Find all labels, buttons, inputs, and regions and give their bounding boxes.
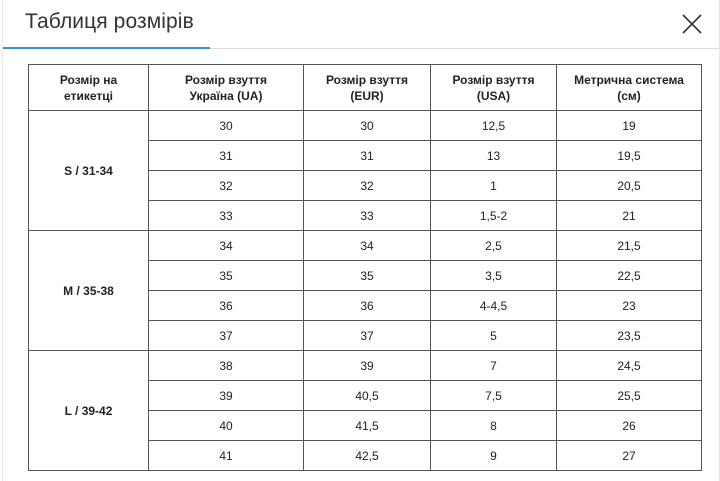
cell-usa: 13 — [431, 141, 557, 171]
cell-ua: 35 — [149, 261, 304, 291]
cell-ua: 36 — [149, 291, 304, 321]
cell-cm: 27 — [557, 441, 702, 471]
cell-usa: 8 — [431, 411, 557, 441]
table-body — [29, 111, 702, 471]
cell-cm: 22,5 — [557, 261, 702, 291]
cell-ua: 32 — [149, 171, 304, 201]
cell-ua: 41 — [149, 441, 304, 471]
cell-cm: 23 — [557, 291, 702, 321]
cell-ua: 34 — [149, 231, 304, 261]
size-chart-modal — [2, 0, 720, 481]
header-line: Україна (UA) — [189, 88, 263, 103]
cell-cm: 26 — [557, 411, 702, 441]
cell-usa: 3,5 — [431, 261, 557, 291]
cell-eur: 37 — [304, 321, 431, 351]
header-line: Розмір взуття — [325, 72, 409, 87]
cell-cm: 25,5 — [557, 381, 702, 411]
cell-ua: 37 — [149, 321, 304, 351]
header-ua-size — [149, 65, 304, 111]
header-line: Метрична система — [574, 72, 684, 87]
table-header-row — [29, 65, 702, 111]
header-line: етикетці — [64, 88, 113, 103]
header-line: (см) — [617, 88, 641, 103]
table-row — [29, 231, 702, 261]
header-line: Розмір на — [59, 72, 118, 87]
table-row — [29, 111, 702, 141]
cell-usa: 12,5 — [431, 111, 557, 141]
cell-eur: 42,5 — [304, 441, 431, 471]
cell-eur: 41,5 — [304, 411, 431, 441]
size-label-cell: M / 35-38 — [29, 231, 149, 351]
cell-usa: 7,5 — [431, 381, 557, 411]
cell-cm: 24,5 — [557, 351, 702, 381]
cell-usa: 1 — [431, 171, 557, 201]
cell-ua: 33 — [149, 201, 304, 231]
cell-usa: 9 — [431, 441, 557, 471]
close-icon[interactable] — [679, 11, 705, 37]
cell-eur: 36 — [304, 291, 431, 321]
header-line: Розмір взуття — [184, 72, 268, 87]
cell-cm: 21 — [557, 201, 702, 231]
cell-eur: 34 — [304, 231, 431, 261]
close-button[interactable] — [679, 11, 705, 37]
cell-eur: 31 — [304, 141, 431, 171]
header-metric-size — [557, 65, 702, 111]
modal-title: Таблиця розмірів — [25, 10, 194, 33]
title-underline — [3, 47, 210, 49]
cell-eur: 30 — [304, 111, 431, 141]
header-usa-size — [431, 65, 557, 111]
cell-eur: 33 — [304, 201, 431, 231]
cell-eur: 39 — [304, 351, 431, 381]
cell-cm: 19,5 — [557, 141, 702, 171]
header-eur-size — [304, 65, 431, 111]
header-label-size — [29, 65, 149, 111]
cell-ua: 38 — [149, 351, 304, 381]
size-label-cell: S / 31-34 — [29, 111, 149, 231]
cell-cm: 23,5 — [557, 321, 702, 351]
cell-cm: 20,5 — [557, 171, 702, 201]
cell-eur: 40,5 — [304, 381, 431, 411]
cell-ua: 30 — [149, 111, 304, 141]
cell-cm: 21,5 — [557, 231, 702, 261]
size-label-cell: L / 39-42 — [29, 351, 149, 471]
table-row — [29, 351, 702, 381]
cell-cm: 19 — [557, 111, 702, 141]
cell-usa: 5 — [431, 321, 557, 351]
cell-ua: 40 — [149, 411, 304, 441]
modal-header — [3, 0, 719, 49]
cell-usa: 1,5-2 — [431, 201, 557, 231]
cell-usa: 2,5 — [431, 231, 557, 261]
size-table — [28, 64, 702, 471]
header-line: (USA) — [476, 88, 511, 103]
header-line: (EUR) — [350, 88, 384, 103]
cell-eur: 35 — [304, 261, 431, 291]
cell-eur: 32 — [304, 171, 431, 201]
header-line: Розмір взуття — [452, 72, 535, 87]
cell-usa: 4-4,5 — [431, 291, 557, 321]
cell-ua: 39 — [149, 381, 304, 411]
cell-ua: 31 — [149, 141, 304, 171]
cell-usa: 7 — [431, 351, 557, 381]
